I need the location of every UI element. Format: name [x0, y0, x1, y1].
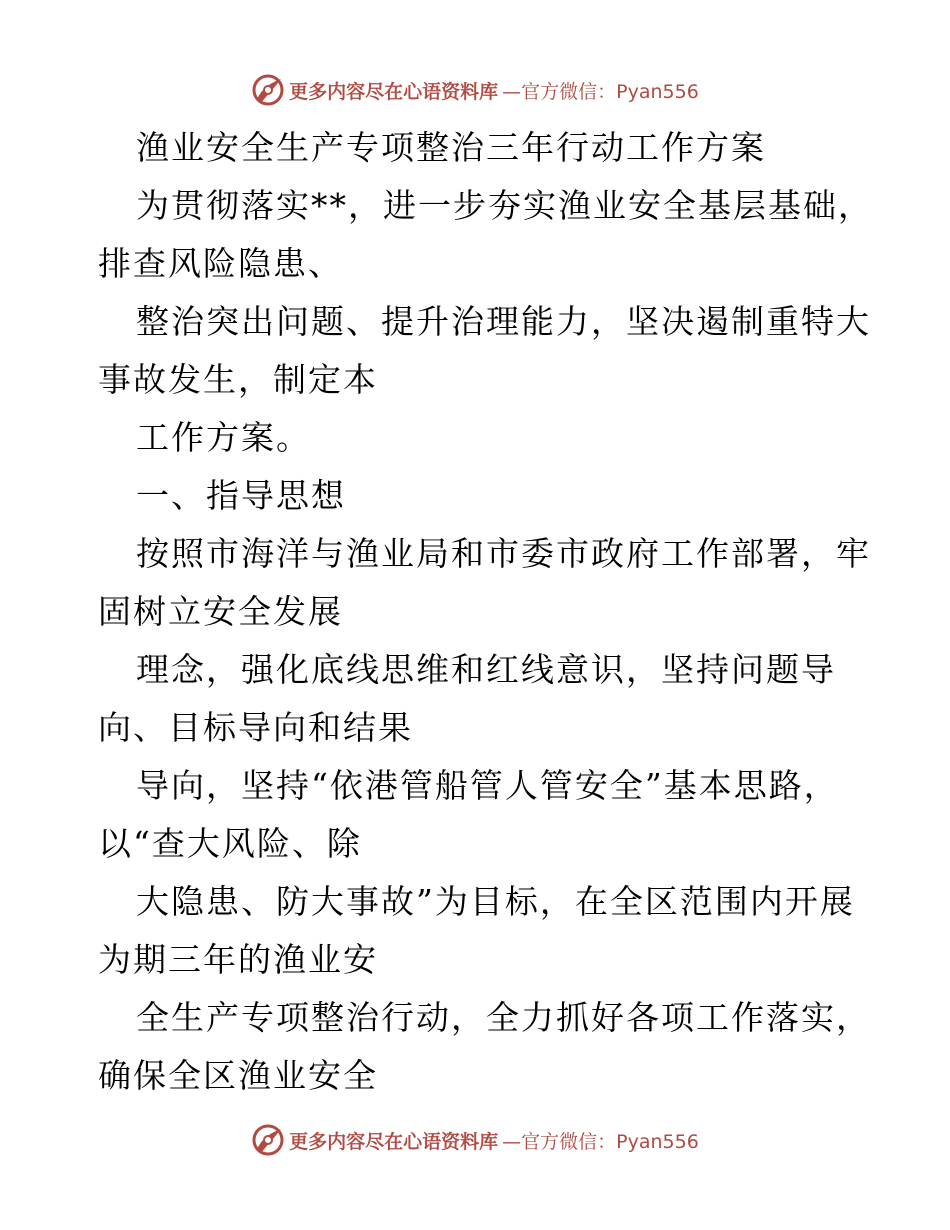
banner-wechat: —官方微信：Pyan556 — [502, 1130, 699, 1153]
paragraph-line: 全生产专项整治行动，全力抓好各项工作落实， — [136, 998, 871, 1037]
banner-title: 更多内容尽在心语资料库 — [289, 1130, 499, 1153]
banner-title: 更多内容尽在心语资料库 — [289, 80, 499, 103]
paragraph-line: 向、目标导向和结果 — [98, 708, 413, 747]
paragraph-line: 理念，强化底线思维和红线意识，坚持问题导 — [136, 650, 836, 689]
paragraph-line: 确保全区渔业安全 — [98, 1056, 378, 1095]
ribbon-logo-icon — [251, 1123, 285, 1157]
header-banner — [0, 70, 950, 110]
paragraph-line: 按照市海洋与渔业局和市委市政府工作部署，牢 — [136, 534, 871, 573]
footer-banner-content — [251, 1123, 699, 1157]
paragraph-line: 排查风险隐患、 — [98, 244, 343, 283]
banner-wechat: —官方微信：Pyan556 — [502, 80, 699, 103]
paragraph-line: 为期三年的渔业安 — [98, 940, 378, 979]
section-heading: 一、指导思想 — [136, 476, 346, 515]
paragraph-line: 事故发生，制定本 — [98, 360, 378, 399]
footer-banner — [0, 1120, 950, 1160]
paragraph-line: 为贯彻落实**，进一步夯实渔业安全基层基础， — [136, 186, 873, 225]
document-body — [98, 119, 873, 1105]
document-title: 渔业安全生产专项整治三年行动工作方案 — [136, 128, 766, 167]
paragraph-line: 导向，坚持“依港管船管人管安全”基本思路， — [136, 766, 839, 805]
ribbon-logo-icon — [251, 73, 285, 107]
paragraph-line: 整治突出问题、提升治理能力，坚决遏制重特大 — [136, 302, 871, 341]
paragraph-line: 大隐患、防大事故”为目标，在全区范围内开展 — [136, 882, 855, 921]
header-banner-content — [251, 73, 699, 107]
paragraph-line: 固树立安全发展 — [98, 592, 343, 631]
paragraph-line: 以“查大风险、除 — [98, 824, 362, 863]
paragraph-line: 工作方案。 — [136, 418, 311, 457]
